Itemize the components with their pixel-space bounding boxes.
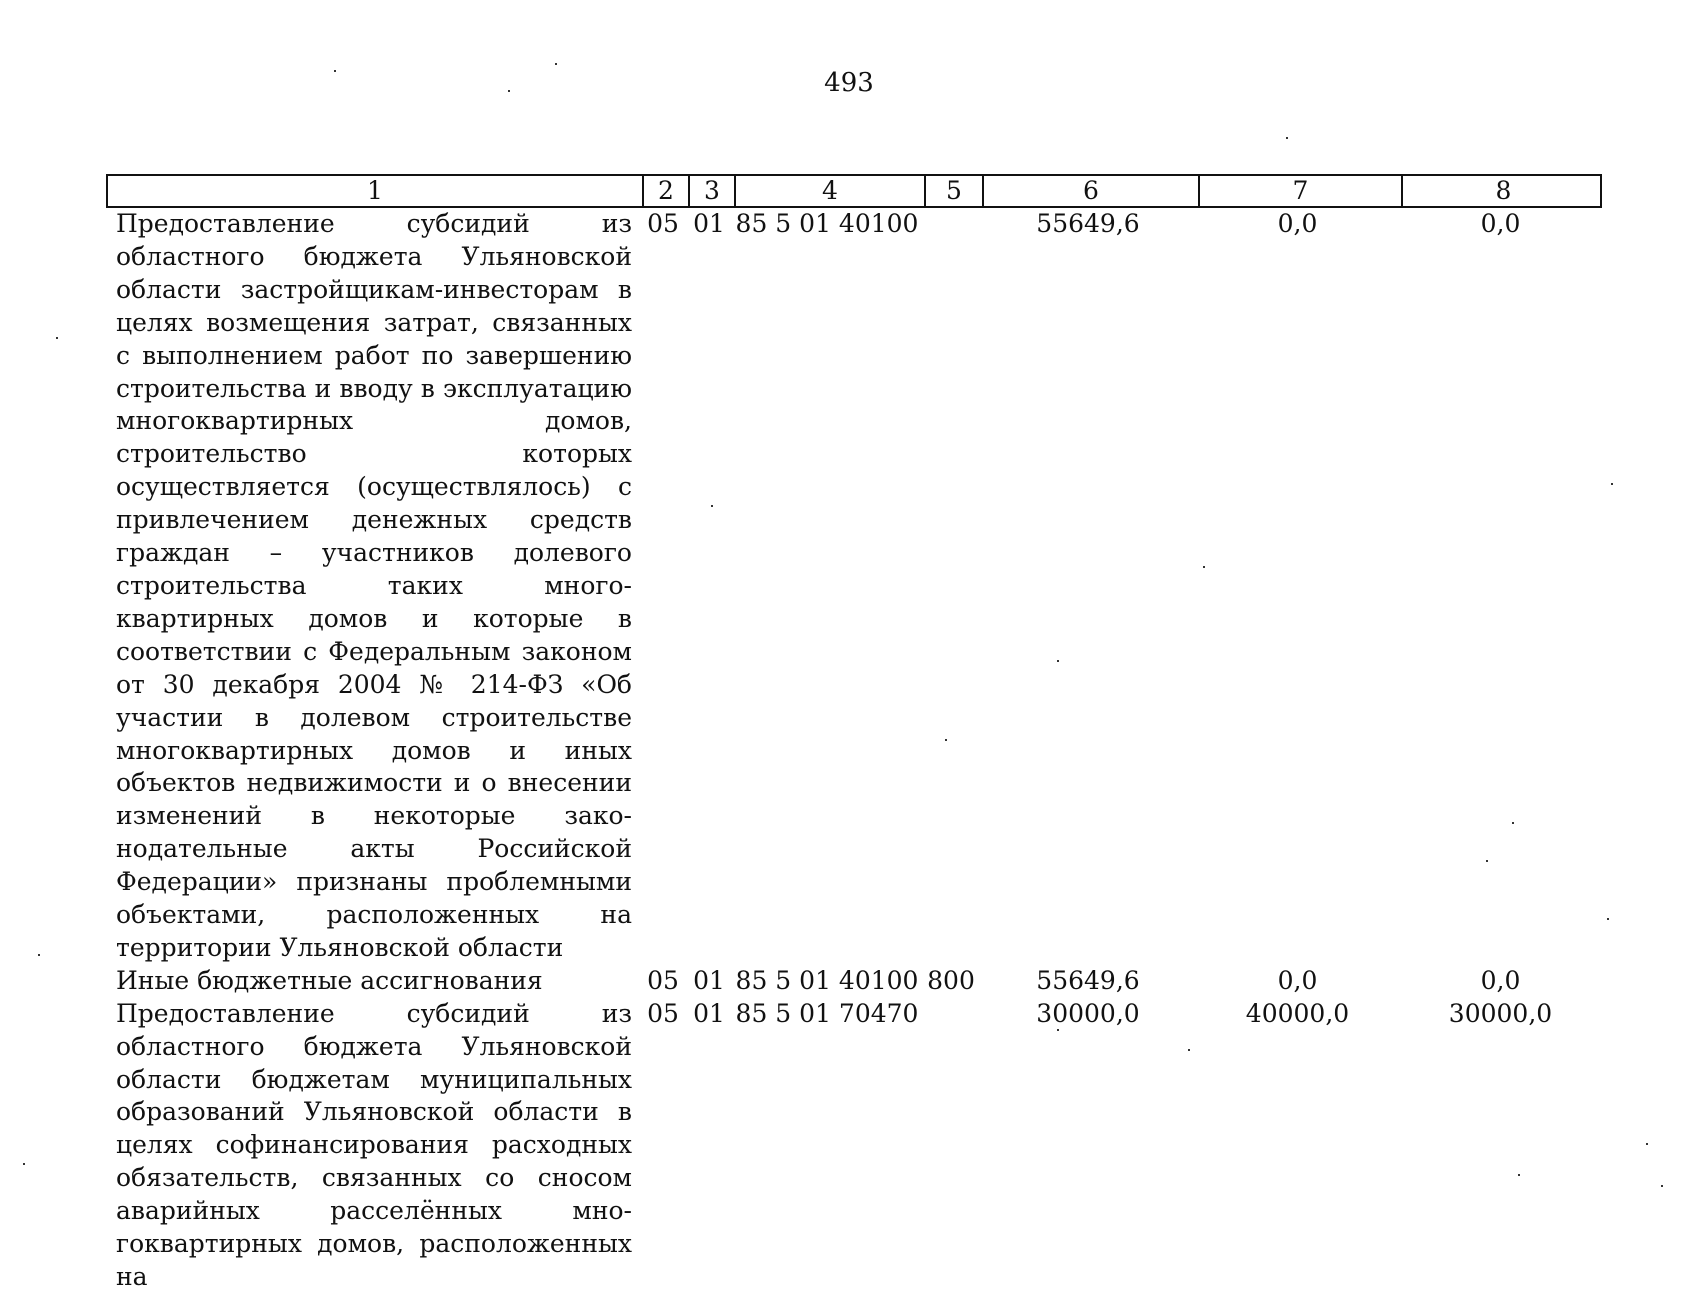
scan-speck <box>945 739 947 741</box>
scan-speck <box>23 1163 25 1165</box>
scan-speck <box>1188 1049 1190 1051</box>
row-amount-year-2: 40000,0 <box>1245 998 1350 1028</box>
scan-speck <box>1661 1185 1663 1187</box>
scan-speck <box>334 70 336 72</box>
row-description: Предоставление субсидий из областного бюджета Ульяновской области застройщикам-инвесторам в целях возмещения затрат, связанных с выполнением работ по завершению строительства и вводу в эксплуатацию многоквартирных домов, строительство которых осуществляется (осуществлялось) с привлечением денежных средств граждан – участников долевого строительства таких многоквартирных домов и которые в соответствии с Федеральным законом от 30 декабря 2004 № 214-ФЗ «Об участии в долевом строительстве многоквартирных домов и иных объектов недвижимости и о внесении изменений в некоторые законодательные акты Российской Федерации» признаны проблемными объектами, расположенных на территории Ульяновской области <box>116 209 632 962</box>
scan-speck <box>1057 1029 1059 1031</box>
row-description: Предоставление субсидий из областного бюджета Ульяновской области бюджетам муниципальных образований Ульяновской области в целях софинансирования расходных обязательств, связанных со сносом аварийных расселённых многоквартирных домов, расположенных на <box>116 998 632 1291</box>
scan-speck <box>1646 1143 1648 1145</box>
scan-speck <box>1611 483 1613 485</box>
scan-speck <box>555 63 557 65</box>
row-amount-year-3: 30000,0 <box>1448 998 1553 1028</box>
scan-speck <box>1286 137 1288 139</box>
row-target-article-code: 85 5 01 70470 <box>735 998 919 1028</box>
column-header-7: 7 <box>1198 176 1401 206</box>
scan-speck <box>1518 1174 1520 1176</box>
row-section-code: 05 <box>647 998 679 1028</box>
scan-speck <box>1486 860 1488 862</box>
column-header-4: 4 <box>734 176 924 206</box>
column-header-1: 1 <box>367 176 383 205</box>
row-expense-type-code <box>922 208 980 965</box>
row-section-code: 05 <box>647 965 679 995</box>
table-row <box>106 965 1602 998</box>
row-amount-year-2: 0,0 <box>1277 965 1318 995</box>
table-row <box>106 208 1602 965</box>
scan-speck <box>508 90 510 92</box>
page-number: 493 <box>824 68 874 98</box>
row-target-article-code: 85 5 01 40100 <box>735 965 919 995</box>
column-header-5: 5 <box>924 176 982 206</box>
column-header-8: 8 <box>1401 176 1604 206</box>
budget-table <box>106 174 1602 1294</box>
column-header-6: 6 <box>982 176 1198 206</box>
column-header-2: 2 <box>642 176 688 206</box>
row-subsection-code: 01 <box>693 965 725 995</box>
row-amount-year-1: 55649,6 <box>1036 965 1140 995</box>
scan-speck <box>1607 918 1609 920</box>
row-section-code: 05 <box>647 209 679 238</box>
scan-speck <box>38 954 40 956</box>
row-expense-type-code: 800 <box>927 965 975 995</box>
column-header-3: 3 <box>688 176 734 206</box>
row-subsection-code: 01 <box>693 998 725 1028</box>
scan-speck <box>1512 822 1514 824</box>
scan-speck <box>711 505 713 507</box>
row-subsection-code: 01 <box>693 209 725 238</box>
row-amount-year-1: 30000,0 <box>1036 998 1140 1028</box>
table-row <box>106 998 1602 1294</box>
table-header-row <box>106 174 1602 208</box>
row-expense-type-code <box>922 998 980 1294</box>
scan-speck <box>1203 566 1205 568</box>
row-amount-year-2: 0,0 <box>1277 209 1318 238</box>
scan-speck <box>56 337 58 339</box>
scan-speck <box>1057 660 1059 662</box>
row-amount-year-3: 0,0 <box>1480 209 1521 238</box>
row-amount-year-1: 55649,6 <box>1036 209 1140 238</box>
row-amount-year-3: 0,0 <box>1480 965 1521 995</box>
row-target-article-code: 85 5 01 40100 <box>735 209 919 238</box>
row-description: Иные бюджетные ассигнования <box>116 965 543 995</box>
